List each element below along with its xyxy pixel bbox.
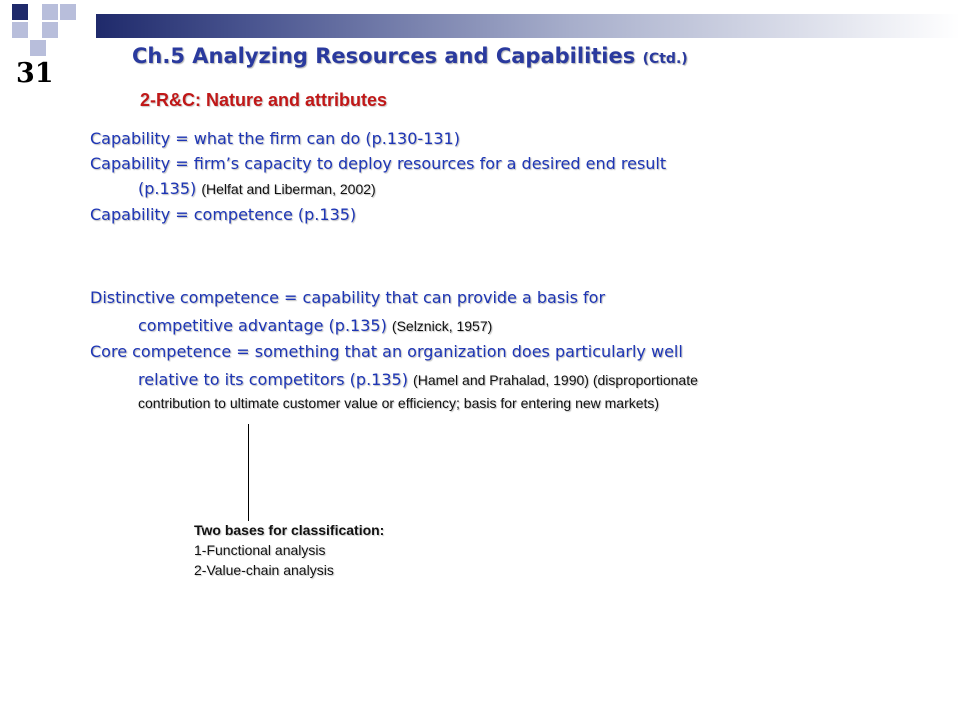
page-ref: (p.135) bbox=[138, 179, 197, 198]
classification-item: 2-Value-chain analysis bbox=[194, 562, 334, 578]
definition-line: Distinctive competence = capability that can provide a basis for bbox=[90, 288, 606, 307]
decor-square bbox=[60, 4, 76, 20]
slide-title bbox=[132, 44, 688, 68]
header-gradient-bar bbox=[96, 14, 960, 38]
decor-square bbox=[42, 4, 58, 20]
page-ref: competitive advantage (p.135) bbox=[138, 316, 387, 335]
connector-line bbox=[248, 424, 249, 521]
body-text bbox=[90, 126, 890, 413]
slide-subtitle: 2-R&C: Nature and attributes bbox=[140, 90, 388, 110]
title-text: Ch.5 Analyzing Resources and Capabilities bbox=[132, 44, 636, 68]
definition-line: Capability = competence (p.135) bbox=[90, 205, 357, 224]
title-suffix: (Ctd.) bbox=[642, 51, 688, 67]
decor-square bbox=[12, 22, 28, 38]
definition-line: Capability = what the firm can do (p.130-131) bbox=[90, 129, 460, 148]
definition-line bbox=[90, 313, 890, 339]
slide-number: 31 bbox=[16, 58, 54, 89]
definition-line bbox=[90, 367, 890, 393]
citation: (Selznick, 1957) bbox=[391, 318, 493, 334]
classification-box bbox=[194, 520, 384, 580]
classification-heading: Two bases for classification: bbox=[194, 522, 385, 538]
page-ref: relative to its competitors (p.135) bbox=[138, 370, 408, 389]
citation: (Hamel and Prahalad, 1990) (disproportionate bbox=[413, 372, 698, 388]
decor-square bbox=[30, 40, 46, 56]
decor-square bbox=[42, 22, 58, 38]
definition-line: Core competence = something that an organization does particularly well bbox=[90, 342, 683, 361]
classification-item: 1-Functional analysis bbox=[194, 542, 326, 558]
definition-line bbox=[90, 176, 890, 202]
decor-square bbox=[12, 4, 28, 20]
definition-line: Capability = firm’s capacity to deploy resources for a desired end result bbox=[90, 154, 667, 173]
definition-line: contribution to ultimate customer value or efficiency; basis for entering new markets) bbox=[138, 395, 660, 411]
citation: (Helfat and Liberman, 2002) bbox=[201, 181, 376, 197]
spacer bbox=[90, 227, 890, 285]
